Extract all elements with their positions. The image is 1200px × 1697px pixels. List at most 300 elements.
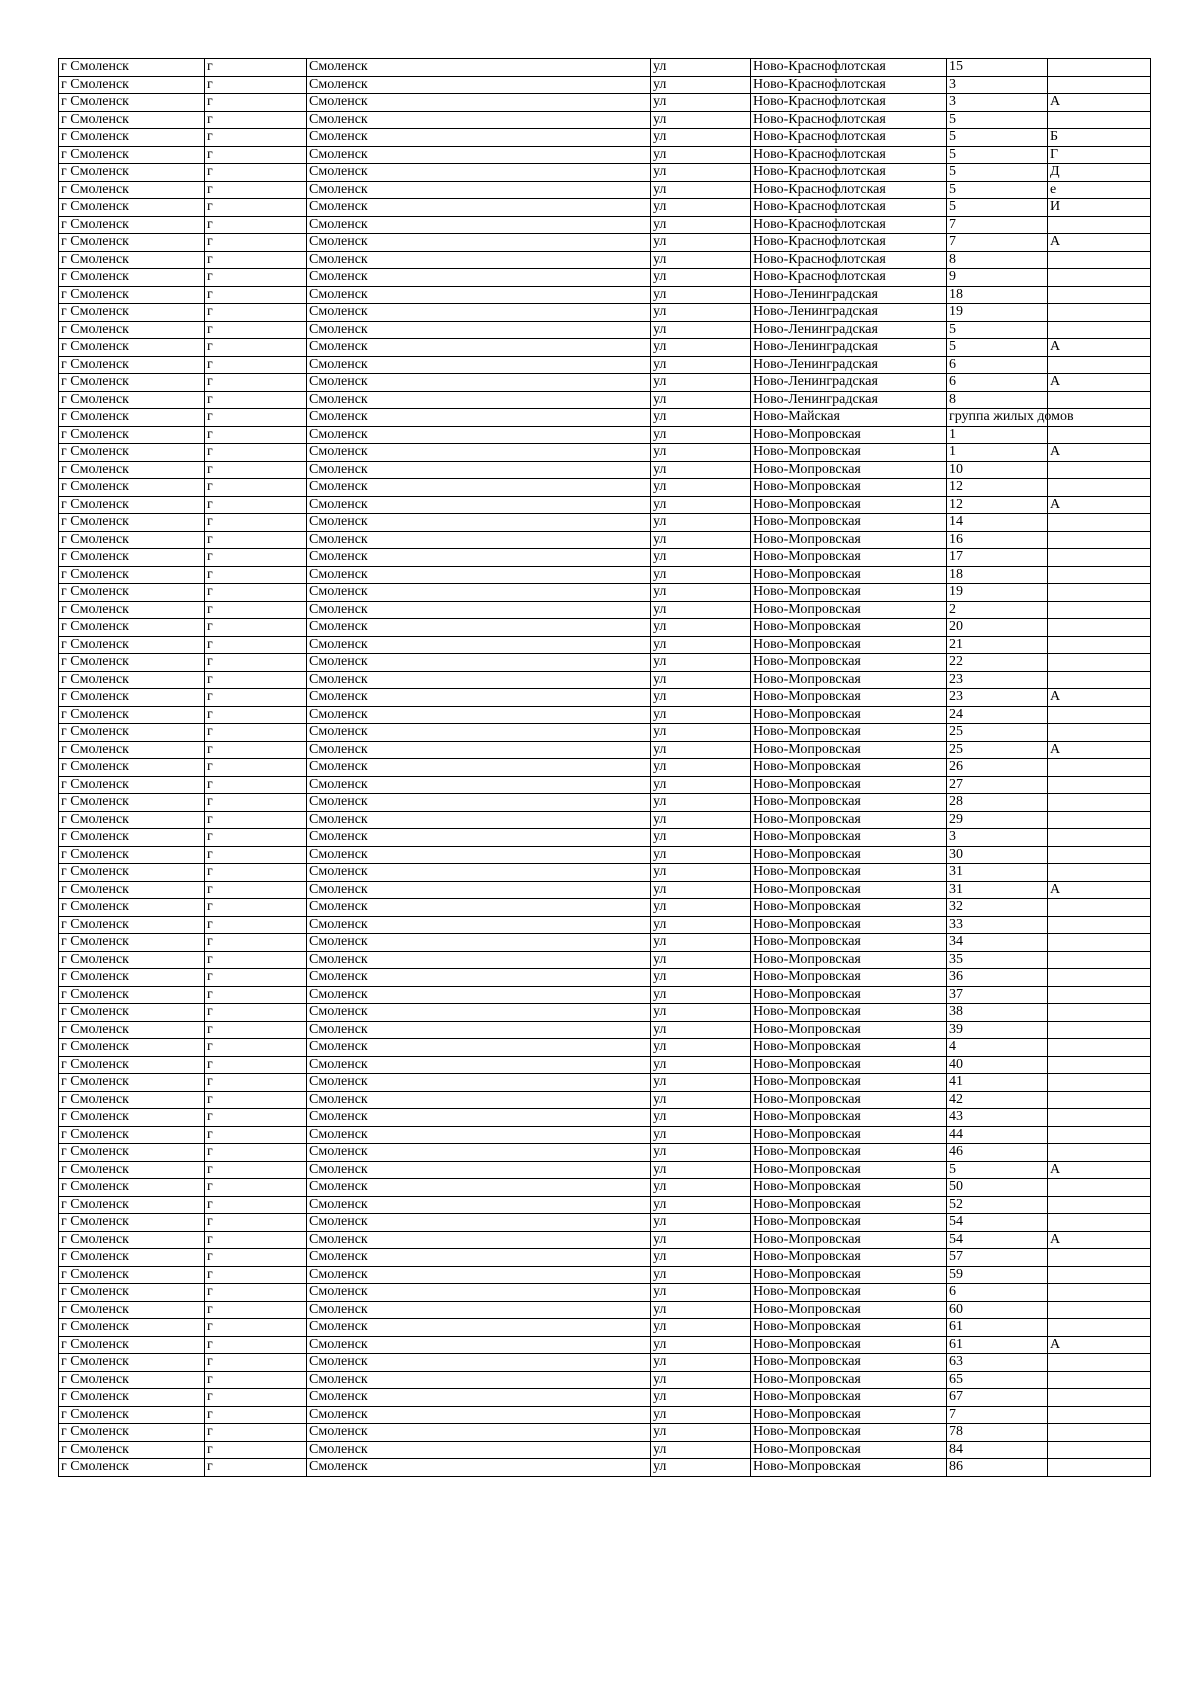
locality-type-cell: г [205, 1424, 307, 1442]
house-number-cell: 36 [947, 969, 1048, 987]
locality-type-cell: г [205, 409, 307, 427]
street-type-cell: ул [651, 986, 751, 1004]
locality-cell: Смоленск [307, 881, 651, 899]
house-number-cell: 86 [947, 1459, 1048, 1477]
locality-cell: Смоленск [307, 601, 651, 619]
locality-type-cell: г [205, 864, 307, 882]
table-row [59, 951, 1151, 969]
street-type-cell: ул [651, 654, 751, 672]
house-number-cell: 5 [947, 199, 1048, 217]
address-table-body [59, 59, 1151, 1477]
locality-cell: Смоленск [307, 741, 651, 759]
locality-type-cell: г [205, 76, 307, 94]
table-row [59, 479, 1151, 497]
district-cell: г Смоленск [59, 1249, 205, 1267]
street-cell: Ново-Краснофлотская [751, 146, 947, 164]
locality-cell: Смоленск [307, 951, 651, 969]
district-cell: г Смоленск [59, 164, 205, 182]
locality-type-cell: г [205, 1284, 307, 1302]
locality-type-cell: г [205, 549, 307, 567]
table-row [59, 706, 1151, 724]
street-type-cell: ул [651, 794, 751, 812]
district-cell: г Смоленск [59, 829, 205, 847]
locality-cell: Смоленск [307, 1144, 651, 1162]
locality-cell: Смоленск [307, 671, 651, 689]
table-row [59, 496, 1151, 514]
building-letter-cell [1048, 514, 1151, 532]
locality-type-cell: г [205, 1266, 307, 1284]
house-number-cell: 6 [947, 356, 1048, 374]
street-type-cell: ул [651, 1441, 751, 1459]
street-cell: Ново-Мопровская [751, 1161, 947, 1179]
house-number-cell: 37 [947, 986, 1048, 1004]
street-type-cell: ул [651, 94, 751, 112]
street-type-cell: ул [651, 1406, 751, 1424]
building-letter-cell [1048, 1371, 1151, 1389]
street-cell: Ново-Мопровская [751, 1231, 947, 1249]
street-type-cell: ул [651, 1371, 751, 1389]
house-number-cell: 19 [947, 584, 1048, 602]
table-row [59, 251, 1151, 269]
street-cell: Ново-Мопровская [751, 584, 947, 602]
street-type-cell: ул [651, 619, 751, 637]
locality-cell: Смоленск [307, 1179, 651, 1197]
locality-type-cell: г [205, 689, 307, 707]
street-type-cell: ул [651, 759, 751, 777]
locality-cell: Смоленск [307, 1406, 651, 1424]
building-letter-cell [1048, 1459, 1151, 1477]
locality-cell: Смоленск [307, 304, 651, 322]
street-type-cell: ул [651, 829, 751, 847]
street-type-cell: ул [651, 951, 751, 969]
locality-type-cell: г [205, 584, 307, 602]
table-row [59, 1371, 1151, 1389]
table-row [59, 794, 1151, 812]
table-row [59, 811, 1151, 829]
street-type-cell: ул [651, 1056, 751, 1074]
building-letter-cell [1048, 1406, 1151, 1424]
locality-type-cell: г [205, 1039, 307, 1057]
house-number-cell: 6 [947, 374, 1048, 392]
locality-cell: Смоленск [307, 216, 651, 234]
house-number-cell: 31 [947, 881, 1048, 899]
house-number-cell: 38 [947, 1004, 1048, 1022]
building-letter-cell: А [1048, 496, 1151, 514]
district-cell: г Смоленск [59, 811, 205, 829]
table-row [59, 1354, 1151, 1372]
street-cell: Ново-Мопровская [751, 916, 947, 934]
house-number-cell: 61 [947, 1319, 1048, 1337]
house-number-cell: 34 [947, 934, 1048, 952]
locality-cell: Смоленск [307, 1249, 651, 1267]
building-letter-cell: А [1048, 339, 1151, 357]
street-cell: Ново-Майская [751, 409, 947, 427]
building-letter-cell [1048, 1354, 1151, 1372]
table-row [59, 129, 1151, 147]
table-row [59, 1004, 1151, 1022]
street-type-cell: ул [651, 1354, 751, 1372]
building-letter-cell: И [1048, 199, 1151, 217]
district-cell: г Смоленск [59, 619, 205, 637]
house-number-cell: 5 [947, 146, 1048, 164]
building-letter-cell [1048, 1004, 1151, 1022]
street-type-cell: ул [651, 531, 751, 549]
house-number-cell: 40 [947, 1056, 1048, 1074]
street-cell: Ново-Мопровская [751, 1354, 947, 1372]
street-type-cell: ул [651, 286, 751, 304]
locality-type-cell: г [205, 1389, 307, 1407]
locality-cell: Смоленск [307, 1109, 651, 1127]
locality-type-cell: г [205, 1214, 307, 1232]
district-cell: г Смоленск [59, 374, 205, 392]
house-number-cell: 1 [947, 426, 1048, 444]
street-cell: Ново-Мопровская [751, 1284, 947, 1302]
table-row [59, 1249, 1151, 1267]
house-number-cell: 5 [947, 339, 1048, 357]
building-letter-cell [1048, 531, 1151, 549]
building-letter-cell [1048, 1126, 1151, 1144]
building-letter-cell [1048, 636, 1151, 654]
street-type-cell: ул [651, 1109, 751, 1127]
street-type-cell: ул [651, 671, 751, 689]
locality-cell: Смоленск [307, 321, 651, 339]
table-row [59, 286, 1151, 304]
locality-cell: Смоленск [307, 1301, 651, 1319]
street-cell: Ново-Ленинградская [751, 304, 947, 322]
locality-cell: Смоленск [307, 1161, 651, 1179]
street-type-cell: ул [651, 374, 751, 392]
building-letter-cell [1048, 1301, 1151, 1319]
street-type-cell: ул [651, 129, 751, 147]
street-cell: Ново-Ленинградская [751, 286, 947, 304]
district-cell: г Смоленск [59, 531, 205, 549]
building-letter-cell [1048, 251, 1151, 269]
house-number-cell: 54 [947, 1231, 1048, 1249]
locality-type-cell: г [205, 59, 307, 77]
house-number-cell: 61 [947, 1336, 1048, 1354]
locality-cell: Смоленск [307, 1424, 651, 1442]
street-type-cell: ул [651, 1459, 751, 1477]
house-number-cell: 26 [947, 759, 1048, 777]
locality-cell: Смоленск [307, 706, 651, 724]
street-cell: Ново-Мопровская [751, 864, 947, 882]
house-number-cell: 4 [947, 1039, 1048, 1057]
street-type-cell: ул [651, 1039, 751, 1057]
locality-cell: Смоленск [307, 1056, 651, 1074]
locality-cell: Смоленск [307, 689, 651, 707]
street-type-cell: ул [651, 811, 751, 829]
locality-type-cell: г [205, 566, 307, 584]
district-cell: г Смоленск [59, 199, 205, 217]
table-row [59, 374, 1151, 392]
locality-cell: Смоленск [307, 391, 651, 409]
district-cell: г Смоленск [59, 1161, 205, 1179]
table-row [59, 969, 1151, 987]
table-row [59, 601, 1151, 619]
locality-type-cell: г [205, 94, 307, 112]
locality-cell: Смоленск [307, 549, 651, 567]
district-cell: г Смоленск [59, 1336, 205, 1354]
street-type-cell: ул [651, 391, 751, 409]
building-letter-cell [1048, 549, 1151, 567]
locality-cell: Смоленск [307, 1354, 651, 1372]
street-type-cell: ул [651, 1301, 751, 1319]
locality-cell: Смоленск [307, 619, 651, 637]
street-type-cell: ул [651, 689, 751, 707]
street-cell: Ново-Мопровская [751, 461, 947, 479]
district-cell: г Смоленск [59, 1301, 205, 1319]
street-cell: Ново-Мопровская [751, 759, 947, 777]
district-cell: г Смоленск [59, 251, 205, 269]
locality-cell: Смоленск [307, 426, 651, 444]
street-type-cell: ул [651, 1424, 751, 1442]
house-number-cell: 25 [947, 724, 1048, 742]
district-cell: г Смоленск [59, 724, 205, 742]
street-cell: Ново-Мопровская [751, 951, 947, 969]
street-cell: Ново-Мопровская [751, 811, 947, 829]
locality-type-cell: г [205, 461, 307, 479]
locality-type-cell: г [205, 1161, 307, 1179]
street-cell: Ново-Краснофлотская [751, 59, 947, 77]
district-cell: г Смоленск [59, 146, 205, 164]
street-type-cell: ул [651, 216, 751, 234]
building-letter-cell: А [1048, 234, 1151, 252]
house-number-cell: 33 [947, 916, 1048, 934]
locality-cell: Смоленск [307, 146, 651, 164]
district-cell: г Смоленск [59, 1266, 205, 1284]
district-cell: г Смоленск [59, 1389, 205, 1407]
table-row [59, 654, 1151, 672]
locality-cell: Смоленск [307, 374, 651, 392]
street-cell: Ново-Мопровская [751, 741, 947, 759]
table-row [59, 619, 1151, 637]
locality-cell: Смоленск [307, 199, 651, 217]
street-cell: Ново-Мопровская [751, 479, 947, 497]
street-cell: Ново-Краснофлотская [751, 216, 947, 234]
locality-cell: Смоленск [307, 1004, 651, 1022]
district-cell: г Смоленск [59, 1179, 205, 1197]
street-cell: Ново-Мопровская [751, 899, 947, 917]
building-letter-cell: е [1048, 181, 1151, 199]
street-type-cell: ул [651, 864, 751, 882]
locality-cell: Смоленск [307, 111, 651, 129]
district-cell: г Смоленск [59, 479, 205, 497]
street-type-cell: ул [651, 496, 751, 514]
locality-type-cell: г [205, 1249, 307, 1267]
district-cell: г Смоленск [59, 759, 205, 777]
street-cell: Ново-Мопровская [751, 636, 947, 654]
table-row [59, 864, 1151, 882]
locality-cell: Смоленск [307, 776, 651, 794]
table-row [59, 181, 1151, 199]
street-cell: Ново-Ленинградская [751, 339, 947, 357]
district-cell: г Смоленск [59, 94, 205, 112]
building-letter-cell [1048, 321, 1151, 339]
table-row [59, 1336, 1151, 1354]
district-cell: г Смоленск [59, 846, 205, 864]
street-cell: Ново-Мопровская [751, 1126, 947, 1144]
house-number-cell: 59 [947, 1266, 1048, 1284]
table-row [59, 1406, 1151, 1424]
street-cell: Ново-Мопровская [751, 1144, 947, 1162]
locality-cell: Смоленск [307, 461, 651, 479]
locality-type-cell: г [205, 1406, 307, 1424]
district-cell: г Смоленск [59, 1214, 205, 1232]
house-number-cell: 18 [947, 566, 1048, 584]
locality-cell: Смоленск [307, 1371, 651, 1389]
street-type-cell: ул [651, 1214, 751, 1232]
locality-type-cell: г [205, 269, 307, 287]
locality-cell: Смоленск [307, 1336, 651, 1354]
street-cell: Ново-Краснофлотская [751, 94, 947, 112]
house-number-cell: 12 [947, 496, 1048, 514]
building-letter-cell [1048, 829, 1151, 847]
locality-type-cell: г [205, 1336, 307, 1354]
locality-type-cell: г [205, 759, 307, 777]
street-cell: Ново-Мопровская [751, 654, 947, 672]
street-type-cell: ул [651, 1196, 751, 1214]
locality-type-cell: г [205, 356, 307, 374]
district-cell: г Смоленск [59, 776, 205, 794]
table-row [59, 1231, 1151, 1249]
street-cell: Ново-Краснофлотская [751, 111, 947, 129]
street-cell: Ново-Мопровская [751, 444, 947, 462]
street-cell: Ново-Мопровская [751, 1249, 947, 1267]
house-number-cell: 22 [947, 654, 1048, 672]
district-cell: г Смоленск [59, 689, 205, 707]
street-cell: Ново-Мопровская [751, 1039, 947, 1057]
house-number-cell: 24 [947, 706, 1048, 724]
street-cell: Ново-Мопровская [751, 549, 947, 567]
locality-type-cell: г [205, 881, 307, 899]
locality-type-cell: г [205, 706, 307, 724]
building-letter-cell [1048, 479, 1151, 497]
building-letter-cell [1048, 1319, 1151, 1337]
street-type-cell: ул [651, 969, 751, 987]
street-type-cell: ул [651, 934, 751, 952]
house-number-cell: 67 [947, 1389, 1048, 1407]
district-cell: г Смоленск [59, 444, 205, 462]
house-number-cell: 23 [947, 689, 1048, 707]
district-cell: г Смоленск [59, 286, 205, 304]
table-row [59, 1109, 1151, 1127]
street-type-cell: ул [651, 479, 751, 497]
house-number-cell: 52 [947, 1196, 1048, 1214]
locality-type-cell: г [205, 164, 307, 182]
building-letter-cell: Г [1048, 146, 1151, 164]
table-row [59, 1179, 1151, 1197]
building-letter-cell [1048, 1389, 1151, 1407]
street-type-cell: ул [651, 1074, 751, 1092]
locality-type-cell: г [205, 1301, 307, 1319]
street-cell: Ново-Мопровская [751, 1109, 947, 1127]
locality-type-cell: г [205, 514, 307, 532]
house-number-cell: 14 [947, 514, 1048, 532]
locality-type-cell: г [205, 321, 307, 339]
locality-cell: Смоленск [307, 94, 651, 112]
district-cell: г Смоленск [59, 304, 205, 322]
locality-cell: Смоленск [307, 339, 651, 357]
building-letter-cell: А [1048, 1336, 1151, 1354]
table-row [59, 846, 1151, 864]
building-letter-cell [1048, 1424, 1151, 1442]
locality-cell: Смоленск [307, 1389, 651, 1407]
district-cell: г Смоленск [59, 916, 205, 934]
street-type-cell: ул [651, 164, 751, 182]
table-row [59, 339, 1151, 357]
locality-type-cell: г [205, 216, 307, 234]
locality-cell: Смоленск [307, 1126, 651, 1144]
locality-cell: Смоленск [307, 1266, 651, 1284]
street-cell: Ново-Мопровская [751, 531, 947, 549]
table-row [59, 1266, 1151, 1284]
locality-type-cell: г [205, 444, 307, 462]
district-cell: г Смоленск [59, 59, 205, 77]
district-cell: г Смоленск [59, 654, 205, 672]
district-cell: г Смоленск [59, 986, 205, 1004]
table-row [59, 461, 1151, 479]
locality-cell: Смоленск [307, 1039, 651, 1057]
locality-cell: Смоленск [307, 584, 651, 602]
street-type-cell: ул [651, 1179, 751, 1197]
building-letter-cell [1048, 724, 1151, 742]
street-type-cell: ул [651, 846, 751, 864]
building-letter-cell [1048, 759, 1151, 777]
table-row [59, 111, 1151, 129]
building-letter-cell [1048, 216, 1151, 234]
street-cell: Ново-Мопровская [751, 1214, 947, 1232]
house-number-cell: 10 [947, 461, 1048, 479]
district-cell: г Смоленск [59, 1319, 205, 1337]
building-letter-cell [1048, 619, 1151, 637]
locality-cell: Смоленск [307, 479, 651, 497]
street-cell: Ново-Мопровская [751, 601, 947, 619]
locality-type-cell: г [205, 111, 307, 129]
locality-type-cell: г [205, 181, 307, 199]
locality-type-cell: г [205, 1371, 307, 1389]
street-type-cell: ул [651, 59, 751, 77]
table-row [59, 76, 1151, 94]
locality-cell: Смоленск [307, 409, 651, 427]
table-row [59, 881, 1151, 899]
street-cell: Ново-Мопровская [751, 1301, 947, 1319]
street-type-cell: ул [651, 251, 751, 269]
district-cell: г Смоленск [59, 601, 205, 619]
street-type-cell: ул [651, 1231, 751, 1249]
building-letter-cell: Д [1048, 164, 1151, 182]
table-row [59, 1424, 1151, 1442]
district-cell: г Смоленск [59, 321, 205, 339]
street-type-cell: ул [651, 636, 751, 654]
street-cell: Ново-Мопровская [751, 1389, 947, 1407]
district-cell: г Смоленск [59, 1091, 205, 1109]
table-row [59, 934, 1151, 952]
house-number-cell: 50 [947, 1179, 1048, 1197]
street-cell: Ново-Краснофлотская [751, 181, 947, 199]
table-row [59, 1196, 1151, 1214]
house-number-cell: группа жилых домов [947, 409, 1048, 427]
street-type-cell: ул [651, 549, 751, 567]
locality-type-cell: г [205, 391, 307, 409]
table-row [59, 1056, 1151, 1074]
district-cell: г Смоленск [59, 111, 205, 129]
house-number-cell: 3 [947, 76, 1048, 94]
table-row [59, 1074, 1151, 1092]
street-cell: Ново-Мопровская [751, 1004, 947, 1022]
street-type-cell: ул [651, 339, 751, 357]
district-cell: г Смоленск [59, 1354, 205, 1372]
table-row [59, 199, 1151, 217]
